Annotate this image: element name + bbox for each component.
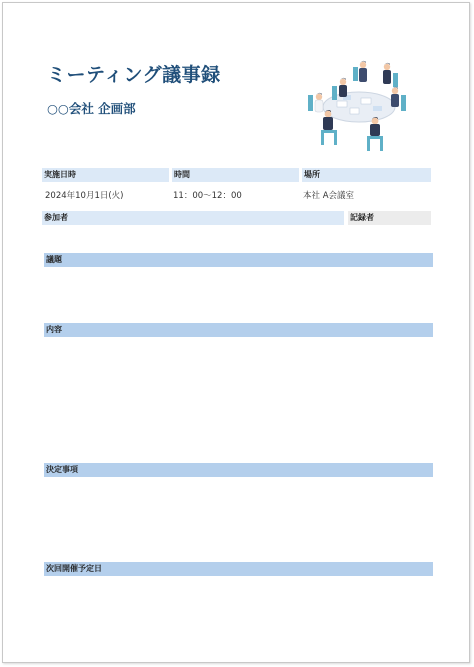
document-page [2,2,470,663]
attendees-label: 参加者 [42,211,344,225]
time-label: 時間 [172,168,299,182]
meeting-illustration-icon [303,51,415,155]
next-meeting-section-header: 次回開催予定日 [44,562,433,576]
company-name: ○○会社 企画部 [47,101,136,116]
decisions-section-header: 決定事項 [44,463,433,477]
time-value: 11：00～12：00 [173,191,242,201]
place-value: 本社 A会議室 [303,191,355,201]
recorder-label: 記録者 [348,211,431,225]
document-title: ミーティング議事録 [47,64,221,86]
date-label: 実施日時 [42,168,169,182]
content-section-header: 内容 [44,323,433,337]
date-value: 2024年10月1日(火) [45,191,124,201]
place-label: 場所 [302,168,431,182]
agenda-section-header: 議題 [44,253,433,267]
